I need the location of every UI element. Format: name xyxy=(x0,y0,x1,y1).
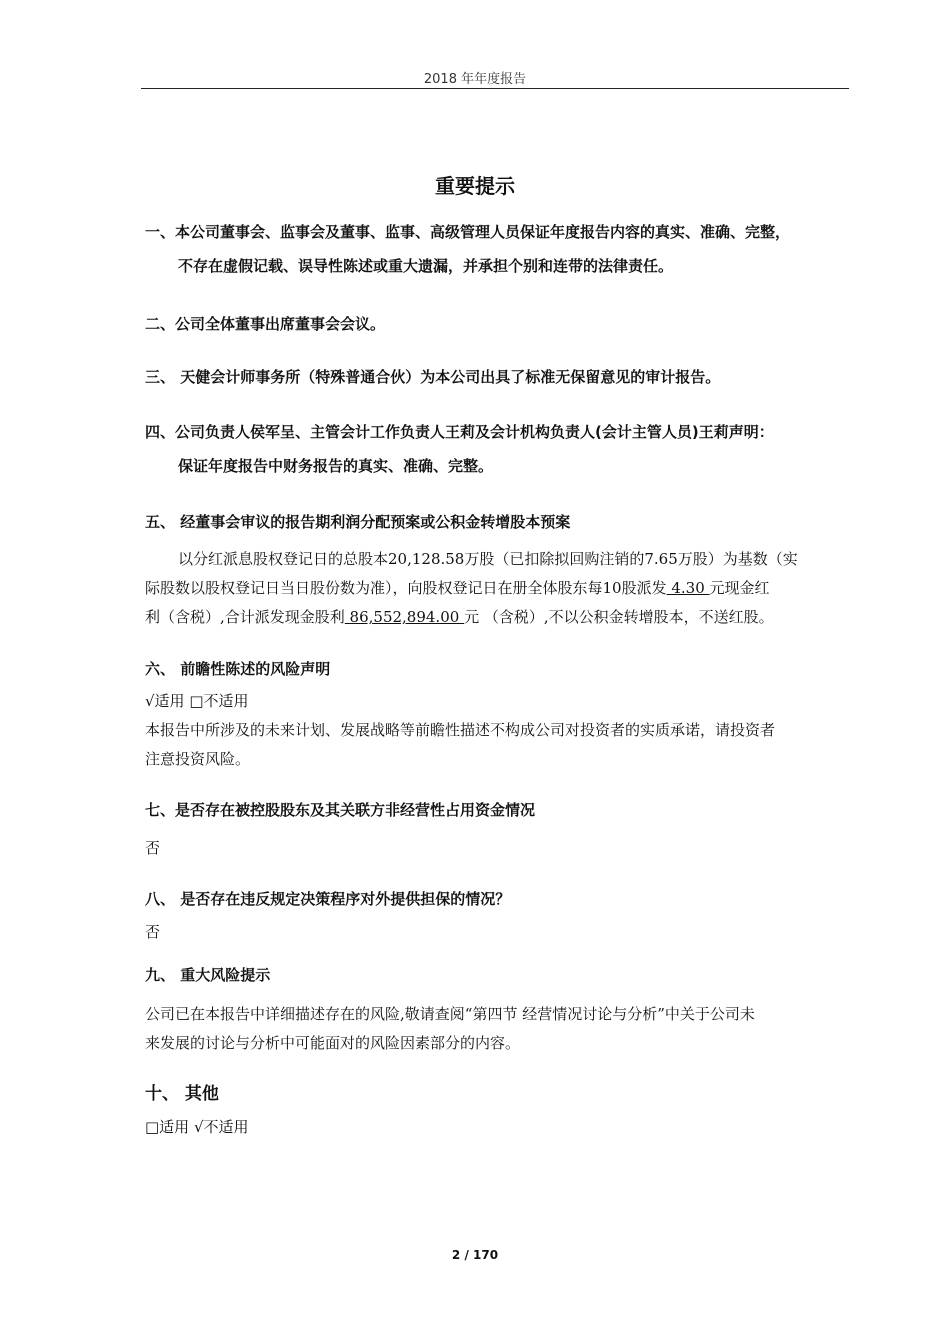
section-5-paragraph-line-3 xyxy=(145,606,774,627)
section-5-text: 利（含税）,合计派发现金股利 xyxy=(145,608,345,626)
section-1-line-2: 不存在虚假记载、误导性陈述或重大遗漏，并承担个别和连带的法律责任。 xyxy=(178,257,674,275)
section-9-heading: 九、 重大风险提示 xyxy=(145,966,271,984)
section-8-heading: 八、 是否存在违反规定决策程序对外提供担保的情况？ xyxy=(145,890,511,908)
section-6-applicability: √适用 □不适用 xyxy=(145,692,249,710)
section-9-paragraph-line-2: 来发展的讨论与分析中可能面对的风险因素部分的内容。 xyxy=(145,1034,521,1052)
section-4-line-2: 保证年度报告中财务报告的真实、准确、完整。 xyxy=(178,457,494,475)
section-5-paragraph-line-2 xyxy=(145,577,770,598)
section-5-heading: 五、 经董事会审议的报告期利润分配预案或公积金转增股本预案 xyxy=(145,513,571,531)
section-3-line-1: 三、 天健会计师事务所（特殊普通合伙）为本公司出具了标准无保留意见的审计报告。 xyxy=(145,368,721,386)
section-10-heading: 十、 其他 xyxy=(145,1084,219,1104)
section-6-paragraph-line-1: 本报告中所涉及的未来计划、发展战略等前瞻性描述不构成公司对投资者的实质承诺，请投资者 xyxy=(145,721,776,739)
section-5-text: 际股数以股权登记日当日股份数为准），向股权登记日在册全体股东每10股派发 xyxy=(145,579,667,597)
dividend-per-10-shares: 4.30 xyxy=(666,579,710,597)
section-10-applicability: □适用 √不适用 xyxy=(145,1118,249,1136)
section-8-answer: 否 xyxy=(145,923,161,941)
section-5-paragraph-line-1: 以分红派息股权登记日的总股本20,128.58万股（已扣除拟回购注销的7.65万股）为基数（实 xyxy=(178,550,798,568)
section-6-paragraph-line-2: 注意投资风险。 xyxy=(145,750,251,768)
total-cash-dividend: 86,552,894.00 xyxy=(344,608,465,626)
section-6-heading: 六、 前瞻性陈述的风险声明 xyxy=(145,660,331,678)
section-1-line-1: 一、本公司董事会、监事会及董事、监事、高级管理人员保证年度报告内容的真实、准确、完整， xyxy=(145,223,791,241)
section-9-paragraph-line-1: 公司已在本报告中详细描述存在的风险,敬请查阅“第四节 经营情况讨论与分析”中关于公司未 xyxy=(145,1005,755,1023)
running-header: 2018 年年度报告 xyxy=(423,72,527,87)
page-number: 2 / 170 xyxy=(451,1248,499,1262)
section-5-text: 元现金红 xyxy=(709,579,770,597)
section-7-answer: 否 xyxy=(145,839,161,857)
section-5-text: 元 （含税）,不以公积金转增股本，不送红股。 xyxy=(464,608,774,626)
page-title: 重要提示 xyxy=(435,174,515,198)
section-2-line-1: 二、公司全体董事出席董事会会议。 xyxy=(145,315,386,333)
header-divider xyxy=(141,88,849,89)
section-7-heading: 七、是否存在被控股股东及其关联方非经营性占用资金情况 xyxy=(145,801,536,819)
section-4-line-1: 四、公司负责人侯军呈、主管会计工作负责人王莉及会计机构负责人(会计主管人员)王莉声明： xyxy=(145,423,774,441)
